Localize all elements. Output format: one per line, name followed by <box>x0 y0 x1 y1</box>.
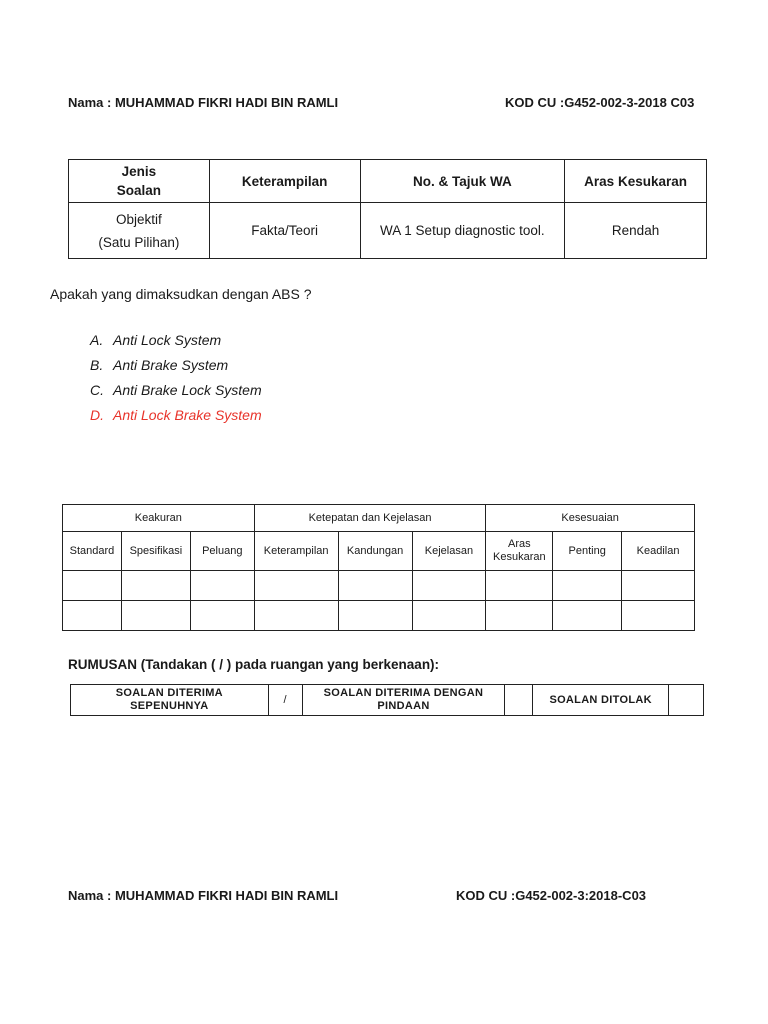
value-jenis-line2: (Satu Pilihan) <box>98 234 180 250</box>
amended-line1: SOALAN DITERIMA DENGAN <box>323 687 484 699</box>
col-kandungan: Kandungan <box>338 532 412 571</box>
rejected-checkbox[interactable] <box>669 685 704 716</box>
rubric-table <box>62 504 695 631</box>
rubric-cell[interactable] <box>486 601 553 631</box>
value-jenis-soalan <box>69 203 210 259</box>
col-keterampilan: Keterampilan <box>254 532 338 571</box>
option-b <box>90 357 228 373</box>
rubric-cell[interactable] <box>622 571 695 601</box>
rubric-cell[interactable] <box>412 571 486 601</box>
rubric-column-row <box>63 532 695 571</box>
unit-code-bottom: KOD CU :G452-002-3:2018-C03 <box>456 888 647 903</box>
col-penting: Penting <box>553 532 622 571</box>
unit-code: KOD CU :G452-002-3-2018 C03 <box>505 95 695 110</box>
option-d-text: Anti Lock Brake System <box>113 407 262 423</box>
header-tajuk-wa: No. & Tajuk WA <box>360 160 565 203</box>
rumusan-title: RUMUSAN (Tandakan ( / ) pada ruangan yang berkenaan): <box>68 657 440 672</box>
rubric-cell[interactable] <box>486 571 553 601</box>
group-ketepatan: Ketepatan dan Kejelasan <box>254 505 486 532</box>
rubric-cell[interactable] <box>622 601 695 631</box>
group-kesesuaian: Kesesuaian <box>486 505 695 532</box>
rubric-cell[interactable] <box>254 601 338 631</box>
header-keterampilan: Keterampilan <box>209 160 360 203</box>
accepted-line1: SOALAN DITERIMA <box>115 687 223 699</box>
rubric-group-row <box>63 505 695 532</box>
question-text: Apakah yang dimaksudkan dengan ABS ? <box>50 286 312 302</box>
option-c <box>90 382 262 398</box>
rubric-cell[interactable] <box>553 601 622 631</box>
rubric-cell[interactable] <box>190 601 254 631</box>
rubric-cell[interactable] <box>121 571 190 601</box>
rubric-cell[interactable] <box>63 601 122 631</box>
header-jenis-line1: Jenis <box>121 164 157 179</box>
option-b-text: Anti Brake System <box>113 357 229 373</box>
accepted-line2: SEPENUHNYA <box>130 700 209 712</box>
col-spesifikasi: Spesifikasi <box>121 532 190 571</box>
rubric-cell[interactable] <box>338 571 412 601</box>
student-name-bottom: Nama : MUHAMMAD FIKRI HADI BIN RAMLI <box>68 888 339 903</box>
option-c-text: Anti Brake Lock System <box>113 382 262 398</box>
col-peluang: Peluang <box>190 532 254 571</box>
option-a-text: Anti Lock System <box>113 332 222 348</box>
rubric-cell[interactable] <box>254 571 338 601</box>
rubric-cell[interactable] <box>63 571 122 601</box>
rubric-cell[interactable] <box>338 601 412 631</box>
value-aras-kesukaran: Rendah <box>565 203 707 259</box>
col-aras-kesukaran <box>486 532 553 571</box>
value-keterampilan: Fakta/Teori <box>209 203 360 259</box>
col-aras-line1: Aras <box>508 538 531 550</box>
rubric-blank-row <box>63 601 695 631</box>
group-keakuran: Keakuran <box>63 505 255 532</box>
accepted-checkbox[interactable]: / <box>268 685 302 716</box>
option-d-correct <box>90 407 262 423</box>
info-value-row <box>69 203 707 259</box>
option-a <box>90 332 221 348</box>
rejected-label: SOALAN DITOLAK <box>533 685 669 716</box>
amended-line2: PINDAAN <box>377 700 430 712</box>
option-d-letter: D. <box>90 407 104 423</box>
rubric-blank-row <box>63 571 695 601</box>
col-keadilan: Keadilan <box>622 532 695 571</box>
accepted-label <box>71 685 269 716</box>
decision-row <box>71 685 704 716</box>
header-jenis-line2: Soalan <box>116 183 161 198</box>
col-aras-line2: Kesukaran <box>493 551 546 563</box>
rubric-cell[interactable] <box>553 571 622 601</box>
col-standard: Standard <box>63 532 122 571</box>
rubric-cell[interactable] <box>412 601 486 631</box>
student-name: Nama : MUHAMMAD FIKRI HADI BIN RAMLI <box>68 95 339 110</box>
amended-label <box>302 685 505 716</box>
header-jenis-soalan <box>69 160 210 203</box>
rubric-cell[interactable] <box>190 571 254 601</box>
decision-table <box>70 684 704 716</box>
value-jenis-line1: Objektif <box>115 211 162 227</box>
option-c-letter: C. <box>90 382 104 398</box>
rubric-cell[interactable] <box>121 601 190 631</box>
amended-checkbox[interactable] <box>505 685 533 716</box>
option-a-letter: A. <box>90 332 104 348</box>
question-info-table <box>68 159 707 259</box>
info-header-row <box>69 160 707 203</box>
col-kejelasan: Kejelasan <box>412 532 486 571</box>
value-tajuk-wa: WA 1 Setup diagnostic tool. <box>360 203 565 259</box>
header-aras-kesukaran: Aras Kesukaran <box>565 160 707 203</box>
option-b-letter: B. <box>90 357 104 373</box>
